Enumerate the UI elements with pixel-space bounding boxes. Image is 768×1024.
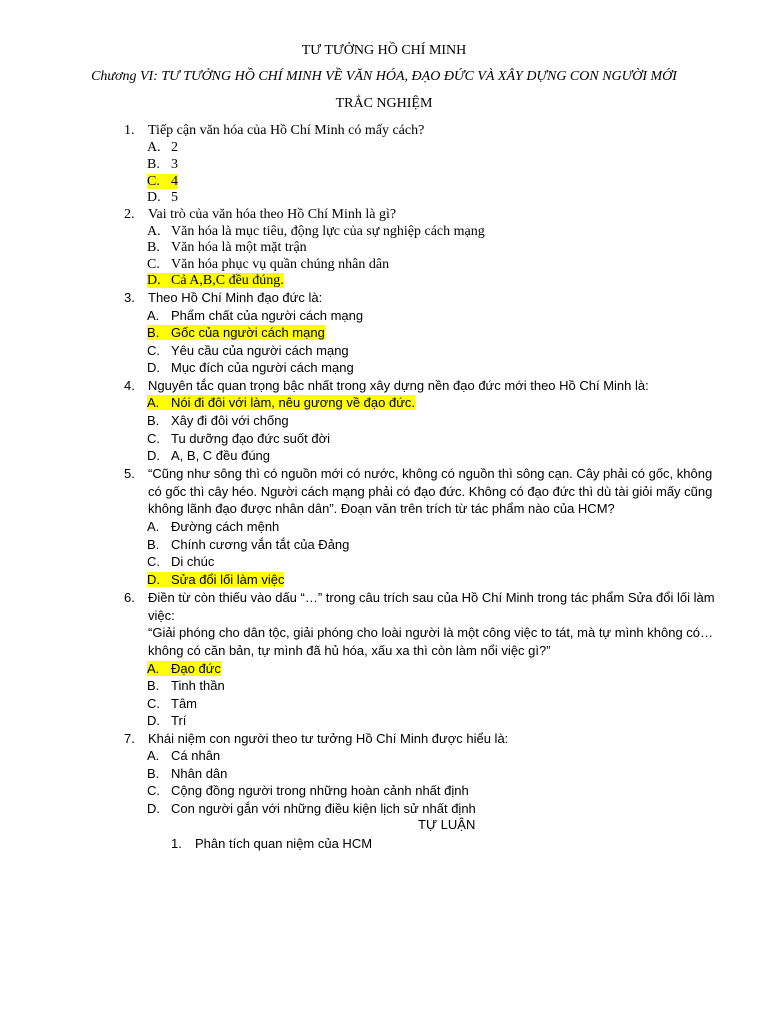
option-5d-answer <box>147 571 284 588</box>
option-label: D. <box>147 713 160 728</box>
option-label: D. <box>147 190 161 205</box>
option-text: Phẩm chất của người cách mạng <box>171 308 364 323</box>
option-text: Tâm <box>171 696 197 711</box>
question-number: 6. <box>124 590 135 605</box>
option-text: Mục đích của người cách mạng <box>171 360 354 375</box>
section-heading: TRẮC NGHIỆM <box>335 96 433 111</box>
option-3b-answer <box>147 324 325 341</box>
option-text: Cả A,B,C đều đúng. <box>171 273 284 288</box>
option-label: C. <box>147 431 160 446</box>
option-text: 4 <box>171 174 178 189</box>
option-1a <box>147 139 178 156</box>
option-text: Con người gắn với những điều kiện lịch sử nhất định <box>171 801 476 816</box>
option-5a <box>147 518 279 535</box>
essay-item-number: 1. <box>171 836 182 851</box>
option-text: Văn hóa là mục tiêu, động lực của sự nghiệp cách mạng <box>171 224 485 239</box>
option-6c <box>147 695 197 712</box>
document-title: TƯ TƯỞNG HỒ CHÍ MINH <box>301 43 467 58</box>
question-5 <box>124 465 724 518</box>
option-label: B. <box>147 157 160 172</box>
question-7 <box>124 730 724 748</box>
question-text: Theo Hồ Chí Minh đạo đức là: <box>148 290 323 305</box>
option-text: Sửa đổi lối làm việc <box>171 572 285 587</box>
option-6b <box>147 677 225 694</box>
option-4d <box>147 447 270 464</box>
option-label: C. <box>147 554 160 569</box>
option-label: B. <box>147 325 160 340</box>
option-2b <box>147 239 307 256</box>
option-text: Gốc của người cách mạng <box>171 325 325 340</box>
option-4b <box>147 412 289 429</box>
option-7b <box>147 765 227 782</box>
question-1 <box>124 122 724 140</box>
option-text: Nhân dân <box>171 766 228 781</box>
question-text: “Cũng như sông thì có nguồn mới có nước, không có nguồn thì sông cạn. Cây phải có gốc, không có gốc thì cây héo. Người cách mạng phải có đạo đức. Không có đạo đức thì dù tài giỏi mấy cũng không lãnh đạo được nhân dân”. Đoạn văn trên trích từ tác phẩm nào của HCM? <box>148 466 713 516</box>
option-label: C. <box>147 343 160 358</box>
option-text: Di chúc <box>171 554 215 569</box>
option-3d <box>147 359 354 376</box>
option-text: Tinh thần <box>171 678 225 693</box>
option-label: A. <box>147 308 160 323</box>
essay-item-text: Phân tích quan niệm của HCM <box>195 836 373 851</box>
option-7c <box>147 782 469 799</box>
question-text: Vai trò của văn hóa theo Hồ Chí Minh là gì? <box>148 207 397 222</box>
option-label: A. <box>147 748 160 763</box>
option-text: A, B, C đều đúng <box>171 448 271 463</box>
option-text: Yêu cầu của người cách mạng <box>171 343 349 358</box>
option-label: D. <box>147 360 160 375</box>
option-text: Trí <box>171 713 187 728</box>
question-4 <box>124 377 724 395</box>
option-7a <box>147 747 220 764</box>
option-label: A. <box>147 519 160 534</box>
option-text: Cộng đồng người trong những hoàn cảnh nhất định <box>171 783 469 798</box>
option-5c <box>147 553 214 570</box>
option-text: Văn hóa là một mặt trận <box>171 240 307 255</box>
essay-item-1 <box>171 836 372 851</box>
option-text: Đạo đức <box>171 661 221 676</box>
option-label: A. <box>147 140 161 155</box>
option-text: Văn hóa phục vụ quần chúng nhân dân <box>171 257 390 272</box>
option-2a <box>147 223 485 240</box>
option-text: 5 <box>171 190 178 205</box>
option-text: Nói đi đôi với làm, nêu gương về đạo đức. <box>171 395 416 410</box>
question-text: Điền từ còn thiếu vào dấu “…” trong câu trích sau của Hồ Chí Minh trong tác phẩm Sửa đổi lối làm việc: <box>148 590 715 623</box>
option-label: A. <box>147 395 160 410</box>
option-label: D. <box>147 273 161 288</box>
option-label: D. <box>147 801 160 816</box>
question-quote: “Giải phóng cho dân tộc, giải phóng cho loài người là một công việc to tát, mà tự mình không có… không có căn bản, tự mình đã hủ hóa, xấu xa thì còn làm nổi việc gì?” <box>148 625 714 658</box>
option-text: Chính cương vắn tắt của Đảng <box>171 537 350 552</box>
option-label: C. <box>147 257 160 272</box>
question-number: 7. <box>124 731 135 746</box>
option-label: C. <box>147 174 160 189</box>
essay-heading: TỰ LUẬN <box>418 817 476 832</box>
option-text: Cá nhân <box>171 748 221 763</box>
option-5b <box>147 536 349 553</box>
option-label: B. <box>147 766 160 781</box>
option-label: A. <box>147 661 160 676</box>
option-2c <box>147 256 389 273</box>
option-text: Tu dưỡng đạo đức suốt đời <box>171 431 331 446</box>
option-label: C. <box>147 783 160 798</box>
option-3c <box>147 342 349 359</box>
option-label: D. <box>147 572 160 587</box>
option-3a <box>147 307 363 324</box>
option-text: Xây đi đôi với chống <box>171 413 289 428</box>
question-number: 2. <box>124 207 135 222</box>
question-number: 4. <box>124 378 135 393</box>
question-number: 5. <box>124 466 135 481</box>
question-text: Khái niệm con người theo tư tưởng Hồ Chí Minh được hiểu là: <box>148 731 509 746</box>
option-2d-answer <box>147 272 284 289</box>
option-1d <box>147 189 178 206</box>
option-label: A. <box>147 224 161 239</box>
option-4a-answer <box>147 394 415 411</box>
option-text: 2 <box>171 140 178 155</box>
question-text: Nguyên tắc quan trọng bậc nhất trong xây dựng nền đạo đức mới theo Hồ Chí Minh là: <box>148 378 649 393</box>
option-label: B. <box>147 240 160 255</box>
option-label: C. <box>147 696 160 711</box>
chapter-heading: Chương VI: TƯ TƯỞNG HỒ CHÍ MINH VỀ VĂN HÓA, ĐẠO ĐỨC VÀ XÂY DỰNG CON NGƯỜI MỚI <box>91 69 677 84</box>
option-6d <box>147 712 186 729</box>
option-label: B. <box>147 537 160 552</box>
option-6a-answer <box>147 660 221 677</box>
option-4c <box>147 430 330 447</box>
question-6 <box>124 589 724 659</box>
option-text: 3 <box>171 157 178 172</box>
option-1b <box>147 156 178 173</box>
question-3 <box>124 289 724 307</box>
question-number: 3. <box>124 290 135 305</box>
question-2 <box>124 206 724 224</box>
option-7d <box>147 800 476 817</box>
option-label: B. <box>147 413 160 428</box>
question-number: 1. <box>124 123 135 138</box>
option-1c-answer <box>147 173 178 190</box>
option-text: Đường cách mệnh <box>171 519 280 534</box>
option-label: D. <box>147 448 160 463</box>
option-label: B. <box>147 678 160 693</box>
question-text: Tiếp cận văn hóa của Hồ Chí Minh có mấy cách? <box>148 123 425 138</box>
